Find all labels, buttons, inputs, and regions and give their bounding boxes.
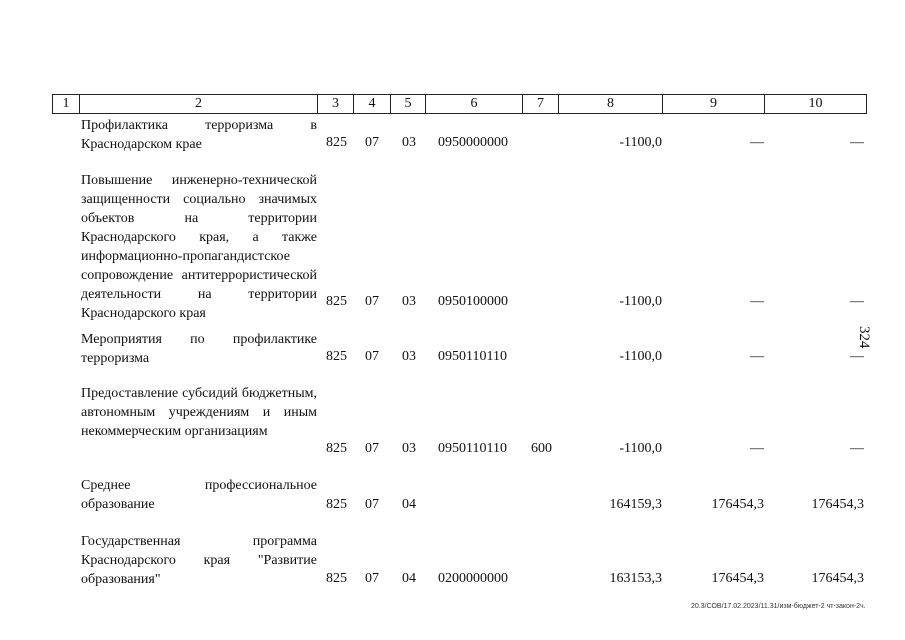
row-c3: 825 [326,441,347,456]
header-col-2: 2 [80,95,318,113]
row-name: Предоставление субсидий бюджетным, автономным учреждениям и иным некоммерческим организациям [81,386,317,439]
row-c9: 176454,3 [711,571,764,586]
row-c8: -1100,0 [619,349,662,364]
row-name: Повышение инженерно-технической защищенности социально значимых объектов на территории Краснодарского края, а также информационно-пропагандистское сопровождение антитеррористической деятельности на территории Краснодарского края [81,173,317,321]
row-c3: 825 [326,349,347,364]
row-c4: 07 [365,441,379,456]
header-col-1: 1 [53,95,80,113]
header-col-4: 4 [354,95,391,113]
row-c8: -1100,0 [619,135,662,150]
row-c4: 07 [365,135,379,150]
table-header [52,94,867,114]
row-c5: 03 [402,441,416,456]
header-col-7: 7 [523,95,559,113]
header-col-10: 10 [808,96,823,111]
row-c6: 0950110110 [438,441,507,456]
row-c3: 825 [326,497,347,512]
row-c8: 163153,3 [609,571,662,586]
row-c4: 07 [365,294,379,309]
header-col-5: 5 [391,95,426,113]
row-c6: 0200000000 [438,571,508,586]
row-c10: 176454,3 [811,497,864,512]
row-c10: 176454,3 [811,571,864,586]
row-c6: 0950110110 [438,349,507,364]
header-col-8: 8 [559,95,663,113]
row-c5: 03 [402,135,416,150]
row-c9: 176454,3 [711,497,764,512]
row-c4: 07 [365,571,379,586]
header-col-6: 6 [426,95,523,113]
row-c9: — [750,349,764,364]
row-name: Среднее профессиональное образование [81,478,317,512]
row-c3: 825 [326,135,347,150]
row-c4: 07 [365,497,379,512]
row-c7: 600 [531,441,552,456]
row-c10: — [850,294,864,309]
row-c10: — [850,441,864,456]
row-c9: — [750,294,764,309]
row-c3: 825 [326,571,347,586]
row-name: Профилактика терроризма в Краснодарском крае [81,118,317,152]
row-name: Мероприятия по профилактике терроризма [81,332,317,366]
row-c10: — [850,349,864,364]
row-c6: 0950100000 [438,294,508,309]
row-c5: 04 [402,497,416,512]
footer-filepath: 20.3/СОВ/17.02.2023/11.31/изм-бюджет-2 чт-закон-2ч. [691,603,866,610]
page-number: 324 [856,326,872,349]
row-c8: -1100,0 [619,441,662,456]
row-c9: — [750,441,764,456]
row-c8: -1100,0 [619,294,662,309]
row-c10: — [850,135,864,150]
row-c5: 03 [402,294,416,309]
row-c6: 0950000000 [438,135,508,150]
row-c8: 164159,3 [609,497,662,512]
header-col-3: 3 [318,95,354,113]
row-c3: 825 [326,294,347,309]
row-c9: — [750,135,764,150]
row-name: Государственная программа Краснодарского края "Развитие образования" [81,534,317,587]
row-c5: 04 [402,571,416,586]
row-c5: 03 [402,349,416,364]
row-c4: 07 [365,349,379,364]
header-col-9: 9 [663,95,765,113]
